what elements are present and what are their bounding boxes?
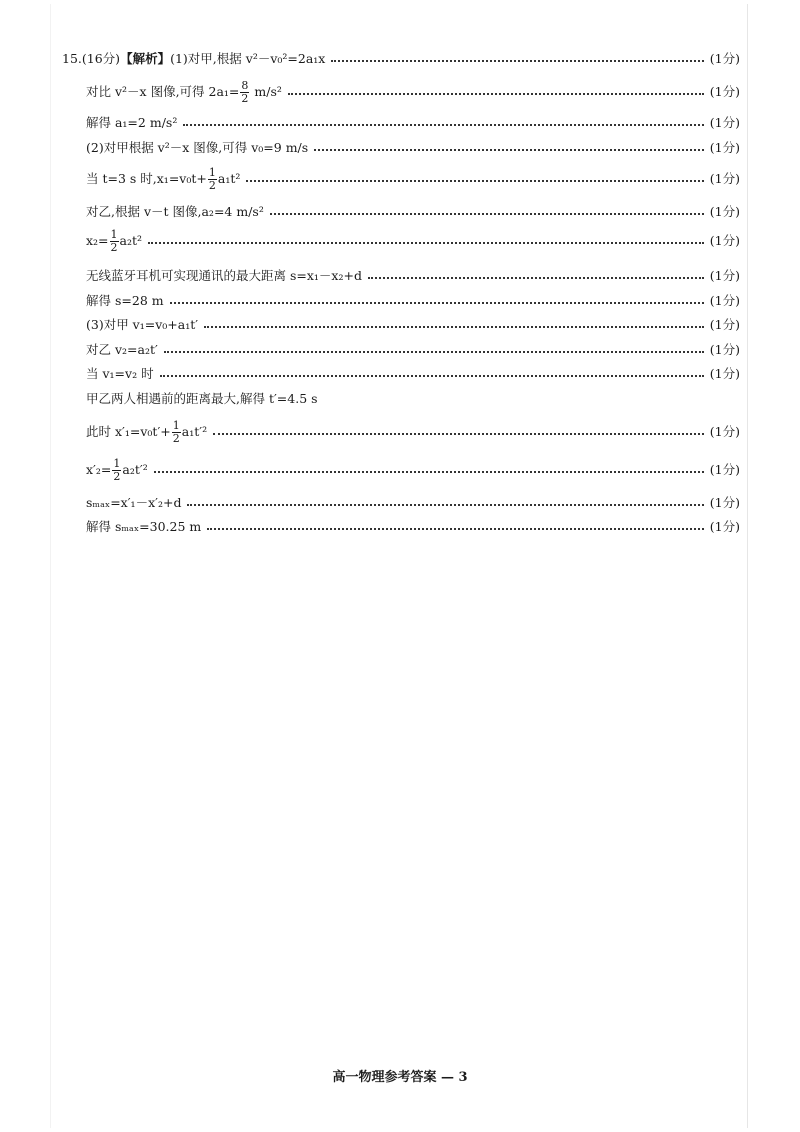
answer-line-14 [86,420,740,444]
score-8: (1分) [709,268,740,283]
line-2-text: 对比 v²－x 图像,可得 2a₁= [86,83,240,99]
fraction-denominator: 2 [110,240,118,254]
leader-dots [213,432,704,435]
formula-tail: a₂t² [119,232,143,248]
fraction [240,80,249,104]
score-6: (1分) [709,204,740,219]
line-7-text: x₂= [86,232,109,248]
fraction [112,458,121,482]
leader-dots [154,470,704,473]
page-footer: 高一物理参考答案 — 3 [332,1070,468,1085]
fraction-numerator: 1 [172,419,180,432]
score-9: (1分) [709,293,740,308]
leader-dots [164,350,704,353]
line-16-text: sₘₐₓ=x′₁－x′₂+d [86,495,182,510]
line-4-text: (2)对甲根据 v²－x 图像,可得 v₀=9 m/s [86,140,309,155]
score-11: (1分) [709,342,740,357]
score-4: (1分) [709,140,740,155]
line-15-text: x′₂= [86,461,112,477]
answer-line-4 [86,141,740,155]
score-10: (1分) [709,317,740,332]
answer-line-9 [86,294,740,308]
leader-dots [187,503,703,506]
answer-line-13 [86,392,740,406]
score-14: (1分) [709,423,740,439]
score-1: (1分) [709,51,740,66]
score-15: (1分) [709,461,740,477]
answer-line-3 [86,116,740,130]
line-text [86,80,282,104]
formula-tail: a₁t² [217,170,241,186]
line-12-text: 当 v₁=v₂ 时 [86,366,154,381]
answer-line-15 [86,458,740,482]
answer-line-16 [86,496,740,510]
question-number: 15. [62,51,82,66]
line-3-text: 解得 a₁=2 m/s² [86,115,178,130]
answer-line-17 [86,520,740,534]
fraction [208,167,217,191]
fraction-denominator: 2 [208,178,216,192]
answer-line-2 [86,80,740,104]
leader-dots [246,179,703,182]
line-text [86,229,142,253]
leader-dots [183,123,703,126]
leader-dots [204,325,704,328]
fraction [172,420,181,444]
line-text [86,458,148,482]
line-17-text: 解得 sₘₐₓ=30.25 m [86,519,202,534]
answer-line-6 [86,205,740,219]
leader-dots [148,241,704,244]
line-9-text: 解得 s=28 m [86,293,164,308]
leader-dots [314,148,704,151]
leader-dots [288,92,704,95]
line-6-text: 对乙,根据 v－t 图像,a₂=4 m/s² [86,204,264,219]
leader-dots [207,527,704,530]
answer-line-7 [86,229,740,253]
answer-line-12 [86,367,740,381]
fraction-numerator: 8 [241,79,249,92]
fraction [110,229,119,253]
score-2: (1分) [709,83,740,99]
line-14-text: 此时 x′₁=v₀t′+ [86,423,171,439]
answer-line-10 [86,318,740,332]
question-points: (16分) [81,51,121,66]
fraction-denominator: 2 [241,91,249,105]
score-17: (1分) [709,519,740,534]
answer-line-1 [62,52,740,66]
line-13-text: 甲乙两人相遇前的距离最大,解得 t′=4.5 s [86,391,318,406]
fraction-numerator: 1 [208,166,216,179]
answer-line-8 [86,269,740,283]
score-3: (1分) [709,115,740,130]
line-text [62,52,325,66]
leader-dots [160,374,704,377]
leader-dots [331,59,703,62]
line-text [86,167,240,191]
score-16: (1分) [709,495,740,510]
formula-tail: a₂t′² [122,461,148,477]
analysis-tag: 【解析】 [120,51,171,66]
line-10-text: (3)对甲 v₁=v₀+a₁t′ [86,317,199,332]
fraction-numerator: 1 [110,228,118,241]
leader-dots [270,212,704,215]
line-1-text: (1)对甲,根据 [170,51,242,66]
line-5-text: 当 t=3 s 时,x₁=v₀t+ [86,170,207,186]
fraction-numerator: 1 [113,457,121,470]
answer-line-5 [86,167,740,191]
score-7: (1分) [709,232,740,248]
leader-dots [368,276,704,279]
leader-dots [170,301,704,304]
score-12: (1分) [709,366,740,381]
formula-l1: v²－v₀²=2a₁x [245,51,326,66]
line-text [86,420,207,444]
score-5: (1分) [709,170,740,186]
line-8-text: 无线蓝牙耳机可实现通讯的最大距离 s=x₁－x₂+d [86,268,362,283]
fraction-denominator: 2 [172,431,180,445]
unit: m/s² [254,83,282,99]
answer-line-11 [86,343,740,357]
line-11-text: 对乙 v₂=a₂t′ [86,342,158,357]
fraction-denominator: 2 [113,469,121,483]
formula-tail: a₁t′² [181,423,208,439]
